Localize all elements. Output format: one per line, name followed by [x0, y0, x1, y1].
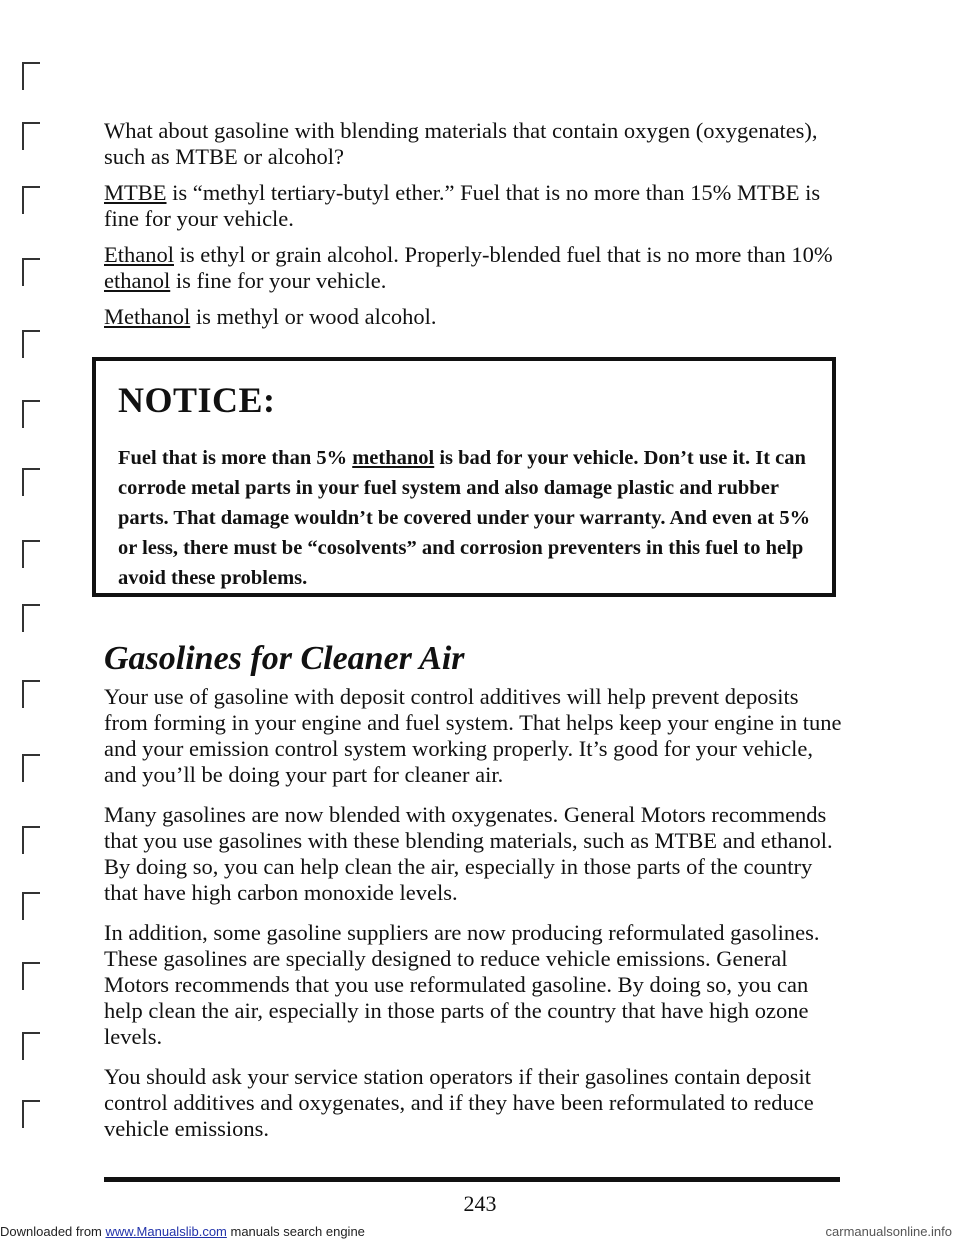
notice-text-start: Fuel that is more than 5%	[118, 447, 353, 469]
intro-section	[104, 118, 844, 340]
download-credit	[0, 1224, 365, 1239]
credit-prefix: Downloaded from	[0, 1224, 106, 1239]
paragraph-oxygenates: Many gasolines are now blended with oxygenates. General Motors recommends that you use gasolines with these blending materials, such as MTBE and ethanol. By doing so, you can help clean the air, especially in those parts of the country that have high carbon monoxide levels.	[104, 802, 833, 905]
crop-marks	[0, 0, 60, 1242]
crop-mark	[22, 1100, 40, 1128]
watermark-text: carmanualsonline.info	[825, 1224, 952, 1239]
section-heading: Gasolines for Cleaner Air	[104, 640, 465, 677]
crop-mark	[22, 892, 40, 920]
ethanol-term-inline: ethanol	[104, 268, 171, 293]
notice-text	[118, 443, 818, 593]
ethanol-paragraph	[104, 242, 844, 294]
manualslib-link[interactable]: www.Manualslib.com	[105, 1224, 227, 1239]
crop-mark	[22, 680, 40, 708]
crop-mark	[22, 540, 40, 568]
notice-title: NOTICE:	[118, 380, 276, 420]
crop-mark	[22, 962, 40, 990]
crop-mark	[22, 1032, 40, 1060]
mtbe-paragraph	[104, 180, 844, 232]
footer-bar	[0, 1222, 960, 1242]
crop-mark	[22, 258, 40, 286]
credit-suffix: manuals search engine	[226, 1224, 365, 1239]
cleaner-air-section	[104, 684, 844, 1156]
ethanol-text: is ethyl or grain alcohol. Properly-blended fuel that is no more than 10%	[173, 242, 833, 267]
crop-mark	[22, 186, 40, 214]
crop-mark	[22, 400, 40, 428]
crop-mark	[22, 330, 40, 358]
oxygenates-question: What about gasoline with blending materials that contain oxygen (oxygenates), such as MTBE or alcohol?	[104, 118, 818, 169]
crop-mark	[22, 754, 40, 782]
notice-methanol-term: methanol	[352, 447, 435, 469]
crop-mark	[22, 62, 40, 90]
crop-mark	[22, 826, 40, 854]
methanol-term: Methanol	[104, 304, 191, 329]
page-number: 243	[463, 1191, 497, 1216]
crop-mark	[22, 122, 40, 150]
methanol-paragraph	[104, 304, 844, 330]
paragraph-deposit-control: Your use of gasoline with deposit control additives will help prevent deposits from forming in your engine and fuel system. That helps keep your engine in tune and your emission control system working properly. It’s good for your vehicle, and you’ll be doing your part for cleaner air.	[104, 684, 842, 787]
paragraph-ask-operators: You should ask your service station operators if their gasolines contain deposit control additives and oxygenates, and if they have been reformulated to reduce vehicle emissions.	[104, 1064, 814, 1141]
crop-mark	[22, 468, 40, 496]
methanol-text: is methyl or wood alcohol.	[190, 304, 437, 329]
notice-box	[92, 357, 836, 597]
ethanol-term: Ethanol	[104, 242, 174, 267]
paragraph-reformulated: In addition, some gasoline suppliers are now producing reformulated gasolines. These gasolines are specially designed to reduce vehicle emissions. General Motors recommends that you use reformulated gasoline. By doing so, you can help clean the air, especially in those parts of the country that have high ozone levels.	[104, 920, 820, 1049]
mtbe-text: is “methyl tertiary-butyl ether.” Fuel that is no more than 15% MTBE is fine for your vehicle.	[104, 180, 821, 231]
notice-text-end: is bad for your vehicle. Don’t use it. It can corrode metal parts in your fuel system and also damage plastic and rubber parts. That damage wouldn’t be covered under your warranty. And even at 5% or less, there must be “cosolvents” and corrosion preventers in this fuel to help avoid these problems.	[118, 447, 811, 589]
mtbe-term: MTBE	[104, 180, 167, 205]
bottom-rule	[104, 1177, 840, 1182]
ethanol-text-end: is fine for your vehicle.	[170, 268, 387, 293]
crop-mark	[22, 604, 40, 632]
